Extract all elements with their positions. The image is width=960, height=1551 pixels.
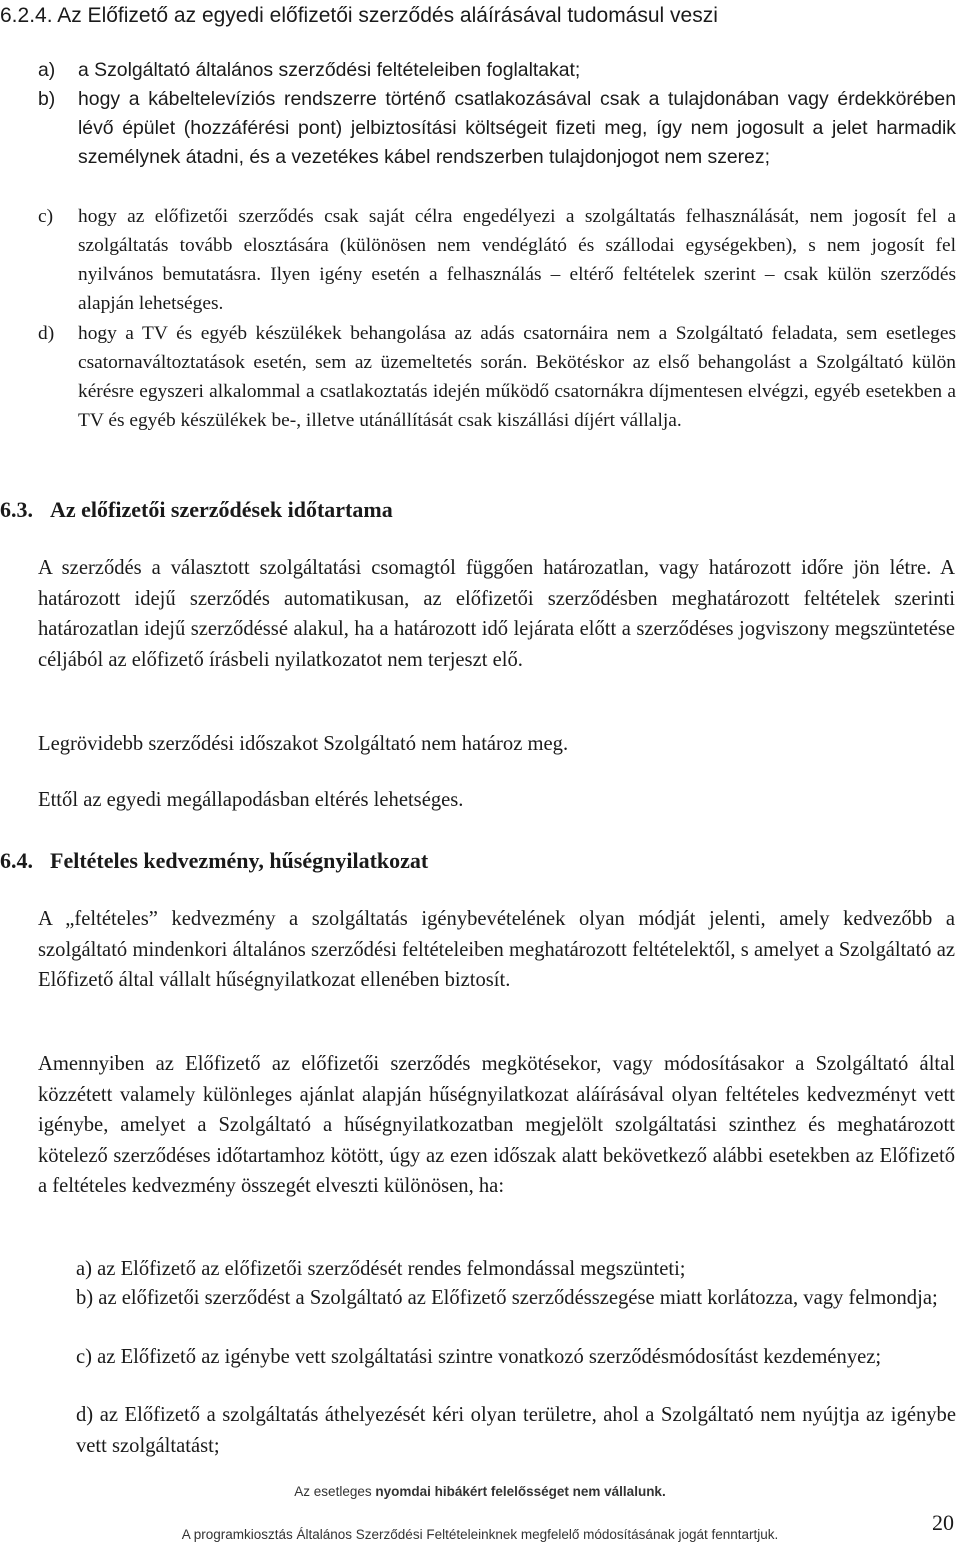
list-item bbox=[38, 319, 956, 435]
paragraph: A szerződés a választott szolgáltatási csomagtól függően határozatlan, vagy határozott időre jön létre. A határozott idejű szerződés automatikusan, az előfizetői szerződésben meghatározott feltételek szerinti határozatlan idejű szerződéssé alakul, ha a határozott idő lejárata előtt a szerződéses jogviszony megszüntetése céljából az előfizető írásbeli nyilatkozatot nem terjeszt elő. bbox=[38, 557, 955, 671]
list-item-text: hogy a TV és egyéb készülékek behangolása az adás csatornáira nem a Szolgáltató feladata, sem esetleges csatornaváltoztatások esetén, sem az üzemeltetés során. Bekötéskor az első behangolást a Szolgáltató külön kérésre egyszeri alkalommal a csatlakoztatás idején működő csatornákra díjmentesen elvégzi, egyéb esetekben a TV és egyéb készülékek be-, illetve utánállítását csak kiszállási díjért vállalja. bbox=[78, 323, 956, 431]
list-item-text: hogy az előfizetői szerződés csak saját célra engedélyezi a szolgáltatás felhasználását, nem jogosít fel a szolgáltatás tovább elosztására (különösen nem vendéglátó és szállodai egységekben), s nem jogosít fel nyilvános bemutatásra. Ilyen igény esetén a felhasználás – eltérő feltételek szerint – csak külön szerződés alapján lehetséges. bbox=[78, 206, 956, 314]
list-item: c) az Előfizető az igénybe vett szolgáltatási szintre vonatkozó szerződésmódosítást kezdeményez; bbox=[76, 1346, 882, 1368]
list-item: b) az előfizetői szerződést a Szolgáltató az Előfizető szerződésszegése miatt korlátozza, vagy felmondja; bbox=[76, 1287, 938, 1309]
section-title: Feltételes kedvezmény, hűségnyilatkozat bbox=[50, 848, 429, 873]
paragraph: Amennyiben az Előfizető az előfizetői szerződés megkötésekor, vagy módosításakor a Szolgáltató által közzétett valamely különleges ajánlat alapján hűségnyilatkozat aláírásával olyan feltételes kedvezményt vett igénybe, amelyet a Szolgáltató a hűségnyilatkozatban megjelölt szolgáltatási szinthez és meghatározott kötelező szerződéses időtartamhoz kötött, úgy az ezen időszak alatt bekövetkező alábbi esetekben az Előfizető a feltételes kedvezmény összegét elveszti különösen, ha: bbox=[38, 1053, 955, 1197]
list-item bbox=[38, 56, 956, 85]
list-item-label: b) bbox=[38, 88, 56, 110]
list-item-text: a Szolgáltató általános szerződési feltételeiben foglaltakat; bbox=[78, 59, 581, 81]
section-number: 6.3. bbox=[0, 497, 33, 522]
section-number: 6.4. bbox=[0, 848, 33, 873]
list-item bbox=[38, 85, 956, 172]
section-title: Az előfizetői szerződések időtartama bbox=[50, 497, 393, 522]
list-item-text: hogy a kábeltelevíziós rendszerre történő csatlakozásával csak a tulajdonában vagy érdekkörében lévő épület (hozzáférési pont) jelbiztosítási költségeit fizeti meg, így nem jogosult a jelet harmadik személynek átadni, és a vezetékes kábel rendszerben tulajdonjogot nem szerez; bbox=[78, 88, 956, 168]
page-number: 20 bbox=[932, 1510, 954, 1535]
footer-disclaimer-bold: nyomdai hibákért felelősséget nem vállalunk. bbox=[375, 1484, 666, 1499]
paragraph: Legrövidebb szerződési időszakot Szolgáltató nem határoz meg. bbox=[38, 733, 569, 755]
section-heading-6-2-4: 6.2.4. Az Előfizető az egyedi előfizetői szerződés aláírásával tudomásul veszi bbox=[0, 4, 718, 27]
list-item bbox=[38, 202, 956, 318]
section-heading-6-4 bbox=[0, 847, 428, 875]
paragraph: A „feltételes” kedvezmény a szolgáltatás igénybevételének olyan módját jelenti, amely kedvezőbb a szolgáltató mindenkori általános szerződési feltételeiben meghatározott feltételektől, s amelyet a Szolgáltató az Előfizető által vállalt hűségnyilatkozat ellenében biztosít. bbox=[38, 908, 955, 991]
footer-disclaimer-prefix: Az esetleges bbox=[294, 1484, 376, 1499]
footer-notice: A programkiosztás Általános Szerződési Feltételeinknek megfelelő módosításának jogát fenntartjuk. bbox=[181, 1527, 779, 1542]
list-item-label: c) bbox=[38, 206, 54, 227]
list-item: d) az Előfizető a szolgáltatás áthelyezését kéri olyan területre, ahol a Szolgáltató nem nyújtja az igénybe vett szolgáltatást; bbox=[76, 1404, 956, 1457]
footer-disclaimer bbox=[0, 1483, 960, 1501]
list-item: a) az Előfizető az előfizetői szerződését rendes felmondással megszünteti; bbox=[76, 1258, 686, 1280]
section-heading-6-3 bbox=[0, 496, 393, 524]
list-item-label: d) bbox=[38, 323, 55, 344]
list-item-label: a) bbox=[38, 59, 56, 81]
paragraph: Ettől az egyedi megállapodásban eltérés lehetséges. bbox=[38, 789, 464, 811]
